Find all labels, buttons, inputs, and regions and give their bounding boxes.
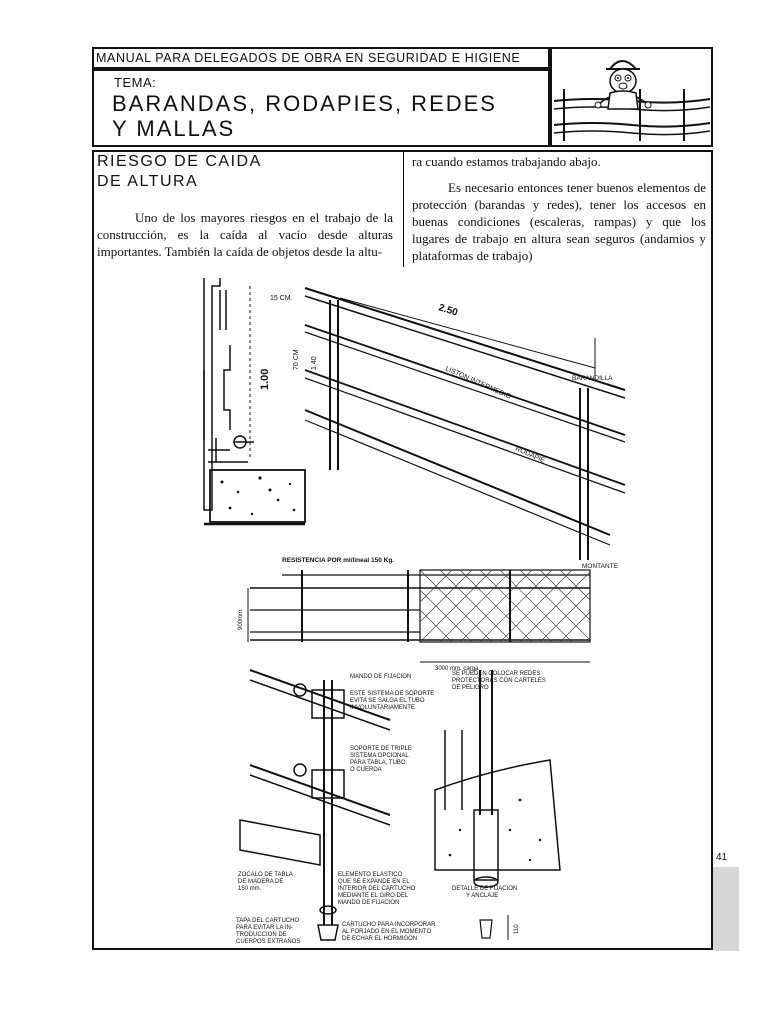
section-subtitle [97,152,262,192]
label-montante: MONTANTE [582,563,618,570]
label-rodapie: RODAPIE [514,445,546,465]
label-dim-900: 900mm. [238,608,244,630]
label-tapa-2: PARA EVITAR LA IN- [236,925,293,931]
label-zocalo-2: DE MADERA DE [238,879,284,885]
label-dim-15: 15 CM. [270,295,293,302]
manual-title: MANUAL PARA DELEGADOS DE OBRA EN SEGURIDAD E HIGIENE [96,51,521,65]
label-cartucho-3: DE ECHAR EL HORMIGON [342,936,418,942]
section-subtitle-line2: DE ALTURA [97,173,199,190]
column-divider [403,152,404,267]
label-dim-110: 110 [514,924,520,934]
section-subtitle-line1: RIESGO DE CAIDA [97,153,262,170]
tema-title [112,91,497,141]
label-dim-250: 2.50 [437,302,459,319]
label-resistencia: RESISTENCIA POR ml/lineal 150 Kg. [282,557,395,564]
railing-drawing [190,270,640,950]
label-soporte-1: SOPORTE DE TRIPLE [350,746,412,752]
label-sistema-3: INVOLUNTARIAMENTE [350,705,415,711]
page-number: 41 [716,852,728,863]
worker-behind-railing-icon [552,49,711,145]
label-soporte-4: O CUERDA [350,767,382,773]
label-redes-note-1: SE PUEDEN COLOCAR REDES [452,671,541,677]
label-dim-70: 70 CM [293,349,300,370]
label-elastico-3: INTERIOR DEL CARTUCHO [338,886,416,892]
label-cartucho-2: AL FORJADO EN EL MOMENTO [342,929,432,935]
label-zocalo-1: ZOCALO DE TABLA [238,872,293,878]
page-edge-tab [713,867,739,951]
manual-title-bar [92,47,550,69]
label-detalle-2: Y ANCLAJE [466,893,499,899]
label-elastico-5: MANDO DE FIJACION [338,900,400,906]
label-mando-fijacion: MANDO DE FIJACION [350,674,412,680]
label-cartucho-1: CARTUCHO PARA INCORPORAR [342,922,436,928]
tema-title-line2: Y MALLAS [112,116,236,141]
label-tapa-3: TRODUCCION DE [236,932,287,938]
intro-paragraph-left: Uno de los mayores riesgos en el trabajo de la construcción, es la caída al vacío desde alturas importantes. También la caída de objetos desde la altu- [97,210,393,259]
tema-box [92,69,550,147]
label-dim-140: 1.40 [311,356,318,370]
tema-title-line1: BARANDAS, RODAPIES, REDES [112,91,497,116]
label-tapa-1: TAPA DEL CARTUCHO [236,918,300,924]
label-dim-100: 1.00 [259,368,271,390]
railing-technical-figure [190,270,640,950]
label-liston-intermedio: LISTON INTERMEDIO [444,365,512,401]
label-elastico-2: QUE SE EXPANDE EN EL [338,879,410,885]
label-redes-note-2: PROTECTORAS CON CARTELES [452,678,546,684]
cartoon-illustration [550,47,713,147]
label-tapa-4: CUERPOS EXTRAÑOS [236,939,301,945]
label-zocalo-3: 150 mm. [238,886,262,892]
label-soporte-2: SISTEMA OPCIONAL [350,753,409,759]
intro-paragraph-right-2: Es necesario entonces tener buenos elementos de protección (barandas y redes), tener los accesos en buenas condiciones (escaleras, rampas) y que los lugares de trabajo en altura sean seguros (andamios y plataformas de trabajo) [412,180,706,263]
intro-paragraph-right-1: ra cuando estamos trabajando abajo. [412,154,601,169]
label-barandilla: BARANDILLA [572,375,613,382]
label-dim-3000: 3000 mm. carga [435,666,479,672]
label-sistema-2: EVITA SE SALGA EL TUBO [350,698,425,704]
label-soporte-3: PARA TABLA, TUBO [350,760,406,766]
label-detalle-1: DETALLE DE FIJACION [452,886,518,892]
label-elastico-4: MEDIANTE EL GIRO DEL [338,893,409,899]
label-redes-note-3: DE PELIGRO [452,685,489,691]
tema-label: TEMA: [114,75,157,90]
label-sistema-1: ESTE SISTEMA DE SOPORTE [350,691,435,697]
label-elastico-1: ELEMENTO ELASTICO [338,872,403,878]
